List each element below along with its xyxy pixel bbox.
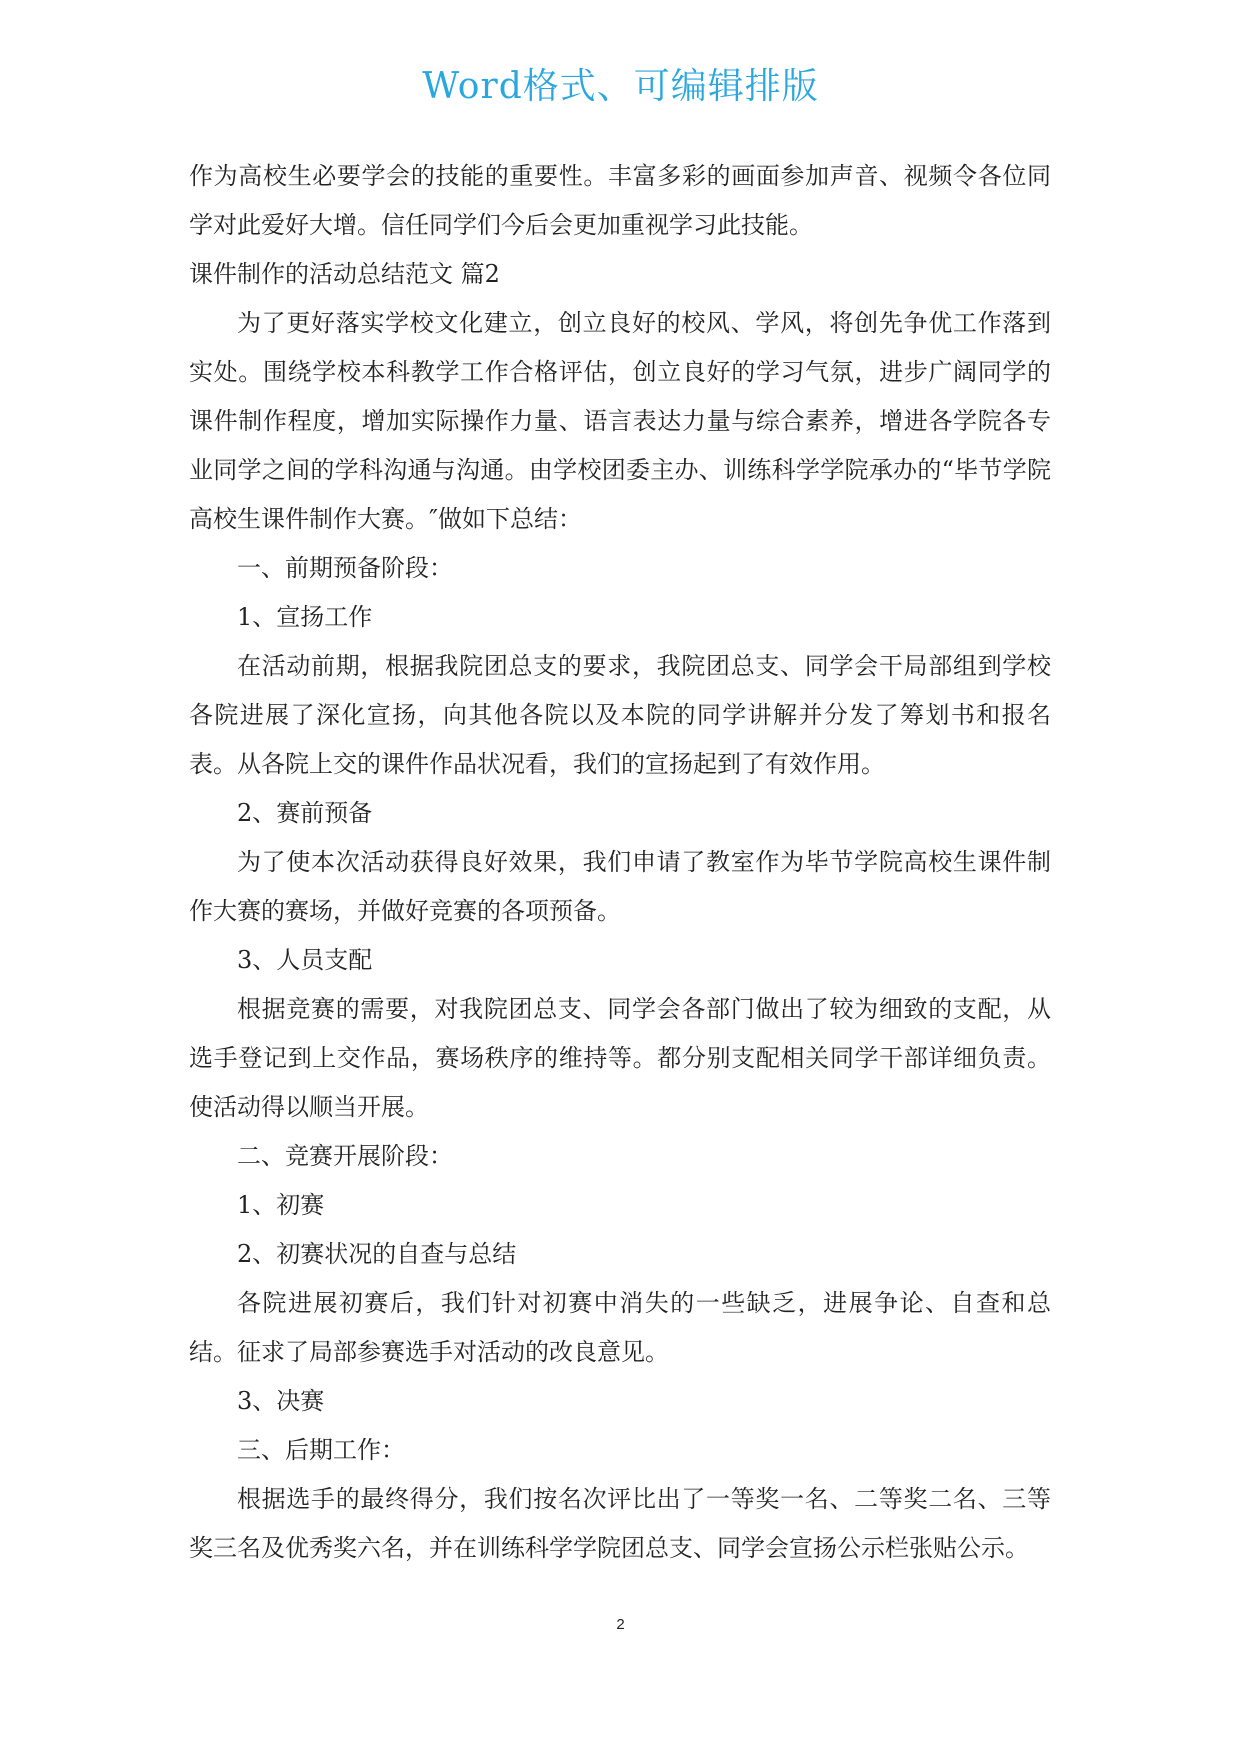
- section-heading: 课件制作的活动总结范文 篇2: [189, 260, 500, 288]
- document-header-title: Word格式、可编辑排版: [422, 66, 819, 107]
- heading-phase-1: 一、前期预备阶段：: [237, 554, 453, 582]
- heading-phase-2: 二、竞赛开展阶段：: [237, 1142, 453, 1170]
- paragraph-promotion: 在活动前期，根据我院团总支的要求，我院团总支、同学会干局部组到学校各院进展了深化宣扬，向其他各院以及本院的同学讲解并分发了筹划书和报名表。从各院上交的课件作品状况看，我们的宣扬起到了有效作用。: [189, 652, 1051, 778]
- subheading-preliminary: 1、初赛: [237, 1191, 325, 1219]
- paragraph-preparation: 为了使本次活动获得良好效果，我们申请了教室作为毕节学院高校生课件制作大赛的赛场，并做好竞赛的各项预备。: [189, 848, 1051, 925]
- subheading-final: 3、决赛: [237, 1387, 325, 1415]
- subheading-preliminary-review: 2、初赛状况的自查与总结: [237, 1240, 517, 1268]
- paragraph-continuation: 作为高校生必要学会的技能的重要性。丰富多彩的画面参加声音、视频令各位同学对此爱好大增。信任同学们今后会更加重视学习此技能。: [189, 162, 1051, 239]
- paragraph-awards: 根据选手的最终得分，我们按名次评比出了一等奖一名、二等奖二名、三等奖三名及优秀奖六名，并在训练科学学院团总支、同学会宣扬公示栏张贴公示。: [189, 1485, 1051, 1562]
- document-body: [189, 152, 1051, 1573]
- subheading-staffing: 3、人员支配: [237, 946, 373, 974]
- paragraph-intro: 为了更好落实学校文化建立，创立良好的校风、学风，将创先争优工作落到实处。围绕学校本科教学工作合格评估，创立良好的学习气氛，进步广阔同学的课件制作程度，增加实际操作力量、语言表达力量与综合素养，增进各学院各专业同学之间的学科沟通与沟通。由学校团委主办、训练科学学院承办的“毕节学院高校生课件制作大赛。″做如下总结：: [189, 309, 1051, 533]
- page-number: 2: [616, 1616, 625, 1633]
- subheading-preparation: 2、赛前预备: [237, 799, 373, 827]
- paragraph-preliminary-review: 各院进展初赛后，我们针对初赛中消失的一些缺乏，进展争论、自查和总结。征求了局部参赛选手对活动的改良意见。: [189, 1289, 1051, 1366]
- subheading-promotion: 1、宣扬工作: [237, 603, 373, 631]
- heading-phase-3: 三、后期工作：: [237, 1436, 405, 1464]
- paragraph-staffing: 根据竞赛的需要，对我院团总支、同学会各部门做出了较为细致的支配，从选手登记到上交作品，赛场秩序的维持等。都分别支配相关同学干部详细负责。使活动得以顺当开展。: [189, 995, 1051, 1121]
